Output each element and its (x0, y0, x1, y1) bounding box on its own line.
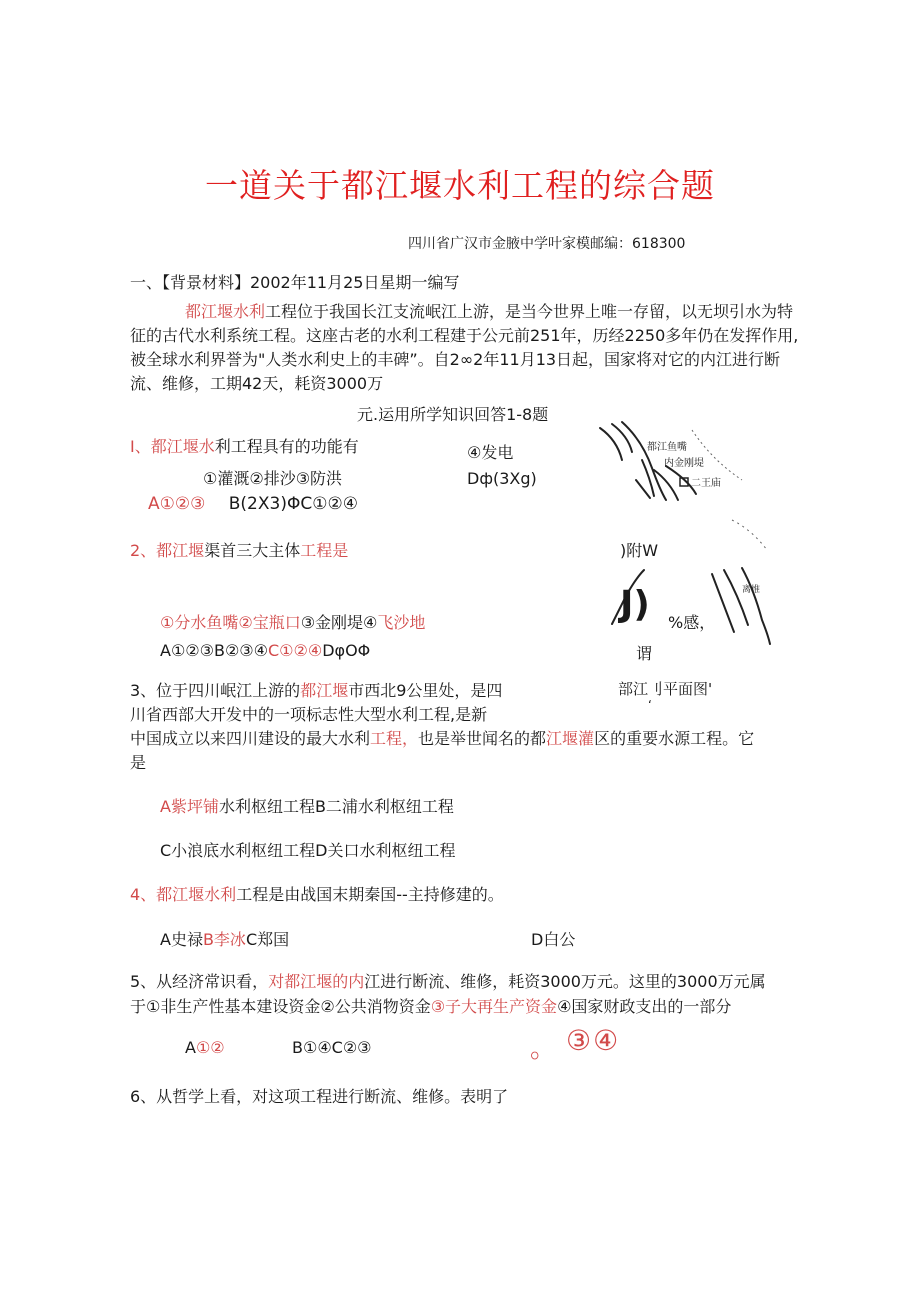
q3-text-red: 江堰灌 (546, 729, 595, 748)
q2-text: 渠首三大主体 (204, 541, 301, 560)
q1-options (148, 494, 358, 514)
q2-items-red-2: 飞沙地 (377, 613, 426, 632)
question-6: 6、从哲学上看，对这项工程进行断流、维修。表明了 (130, 1087, 509, 1106)
q3-options-cd: C小浪底水利枢纽工程D关口水利枢纽工程 (160, 841, 456, 860)
q3-text: 区的重要水源工程。它 (594, 729, 755, 748)
q1-option-a: A①②③ (148, 494, 206, 514)
river-line (742, 568, 770, 644)
q2-options (160, 641, 370, 660)
q2-items-black: ③金刚堤④ (300, 613, 378, 632)
q5-text-red: 对都江堰的内 (268, 972, 365, 991)
instruction-line: 元.运用所学知识回答1-8题 (357, 405, 549, 424)
river-line (600, 428, 622, 460)
q2-number: 2、都江堰 (130, 541, 205, 560)
question-3-line-3 (130, 726, 754, 749)
map-label-dujiang: 都江鱼嘴 (647, 442, 687, 453)
q4-options-abc (160, 927, 289, 950)
q5-option-d: ③④ (566, 1024, 621, 1057)
question-4 (130, 882, 504, 905)
q4-option-c: C郑国 (245, 930, 290, 949)
q5-option-a-value: ①② (195, 1038, 225, 1057)
page-title: 一道关于都江堰水利工程的综合题 (205, 166, 715, 205)
section-heading: 一、【背景材料】2002年11月25日星期一编写 (130, 273, 460, 292)
q3-text-red: 工程， (370, 729, 419, 748)
q5-dot: 。 (530, 1034, 557, 1064)
q5-text-red: ③子大再生产资金 (430, 997, 558, 1016)
question-1 (130, 434, 359, 457)
river-line (622, 422, 666, 500)
question-5-line-2 (130, 994, 731, 1017)
question-3-line-1 (130, 678, 502, 701)
map-fragment-small-2: 谓 (636, 644, 653, 663)
map-fragment-big: J) (620, 584, 650, 625)
q2-text-red: 工程是 (300, 541, 349, 560)
highlight-text: 都江堰水利 (185, 302, 266, 321)
q3-text: 也是举世闻名的都 (418, 729, 547, 748)
q1-items: ①灌溉②排沙③防洪 (203, 469, 343, 488)
q2-options-ab: A①②③B②③④ (160, 641, 268, 660)
background-paragraph (130, 300, 800, 396)
q4-option-d: D白公 (531, 930, 576, 949)
question-5-line-1 (130, 969, 766, 992)
map-label-neijin: 内金刚堤 (664, 458, 704, 469)
q4-option-a: A史禄 (160, 930, 203, 949)
question-3-line-2: 川省西部大开发中的一项标志性大型水利工程,是新 (130, 705, 488, 724)
river-line (636, 480, 650, 498)
map-caption: 部江刂平面图' (618, 680, 713, 698)
q2-items (160, 610, 425, 633)
q3-option-a: A紫坪铺 (160, 797, 219, 816)
q2-option-d: DφOΦ (322, 641, 371, 660)
q3-text: 3、位于四川岷江上游的 (130, 681, 301, 700)
q5-option-bc: B①④C②③ (292, 1038, 372, 1057)
paragraph-text: 工程位于我国长江支流岷江上游，是当今世界上唯一存留，以无坝引水为特征的古代水利系统工程。这座古老的水利工程建于公元前251年，历经2250多年仍在发挥作用,被全球水利界誉为"人类水利史上的丰碑”。自2∞2年11月13日起，国家将对它的内江进行断流、维修，工期42天，耗资3000万 (130, 302, 799, 393)
q5-text: 于①非生产性基本建设资金②公共消物资金 (130, 997, 431, 1016)
q3-text: 市西北9公里处，是四 (348, 681, 503, 700)
q5-text: ④国家财政支出的一部分 (557, 997, 732, 1016)
q2-items-red: ①分水鱼嘴②宝瓶口 (160, 613, 301, 632)
author-line: 四川省广汉市金腋中学叶家模邮编：618300 (408, 236, 686, 252)
q1-number: I、都江堰水 (130, 437, 215, 456)
question-3-line-4: 是 (130, 753, 147, 772)
q1-option-bc: B(2X3)ΦC①②④ (228, 494, 358, 514)
q1-option-d: Dф(3Xg) (467, 469, 537, 488)
q1-option-4: ④发电 (467, 443, 514, 462)
q2-option-c: C①②④ (267, 641, 323, 660)
map-caption-tick: ‘ (648, 698, 652, 712)
map-label-erwang: 二王庙 (691, 478, 721, 489)
q2-right-fragment: )附W (620, 541, 659, 560)
q5-text: 5、从经济常识看， (130, 972, 269, 991)
q5-option-a (185, 1038, 225, 1057)
q5-text: 江进行断流、维修，耗资3000万元。这里的3000万元属 (364, 972, 766, 991)
q4-number: 4、都江堰水利 (130, 885, 237, 904)
question-2 (130, 538, 348, 561)
q4-text: 工程是由战国末期秦国--主持修建的。 (236, 885, 504, 904)
map-fragment-small: %感， (668, 613, 716, 632)
map-label-lizui: 离堆 (742, 585, 761, 595)
q5-option-a-label: A (185, 1038, 196, 1057)
q3-text-red: 都江堰 (300, 681, 349, 700)
q3-option-ab-text: 水利枢纽工程B二浦水利枢纽工程 (218, 797, 454, 816)
q3-options-ab (160, 794, 454, 817)
q4-option-b: B李冰 (202, 930, 246, 949)
q1-text: 利工程具有的功能有 (214, 437, 359, 456)
q3-text: 中国成立以来四川建设的最大水利 (130, 729, 371, 748)
